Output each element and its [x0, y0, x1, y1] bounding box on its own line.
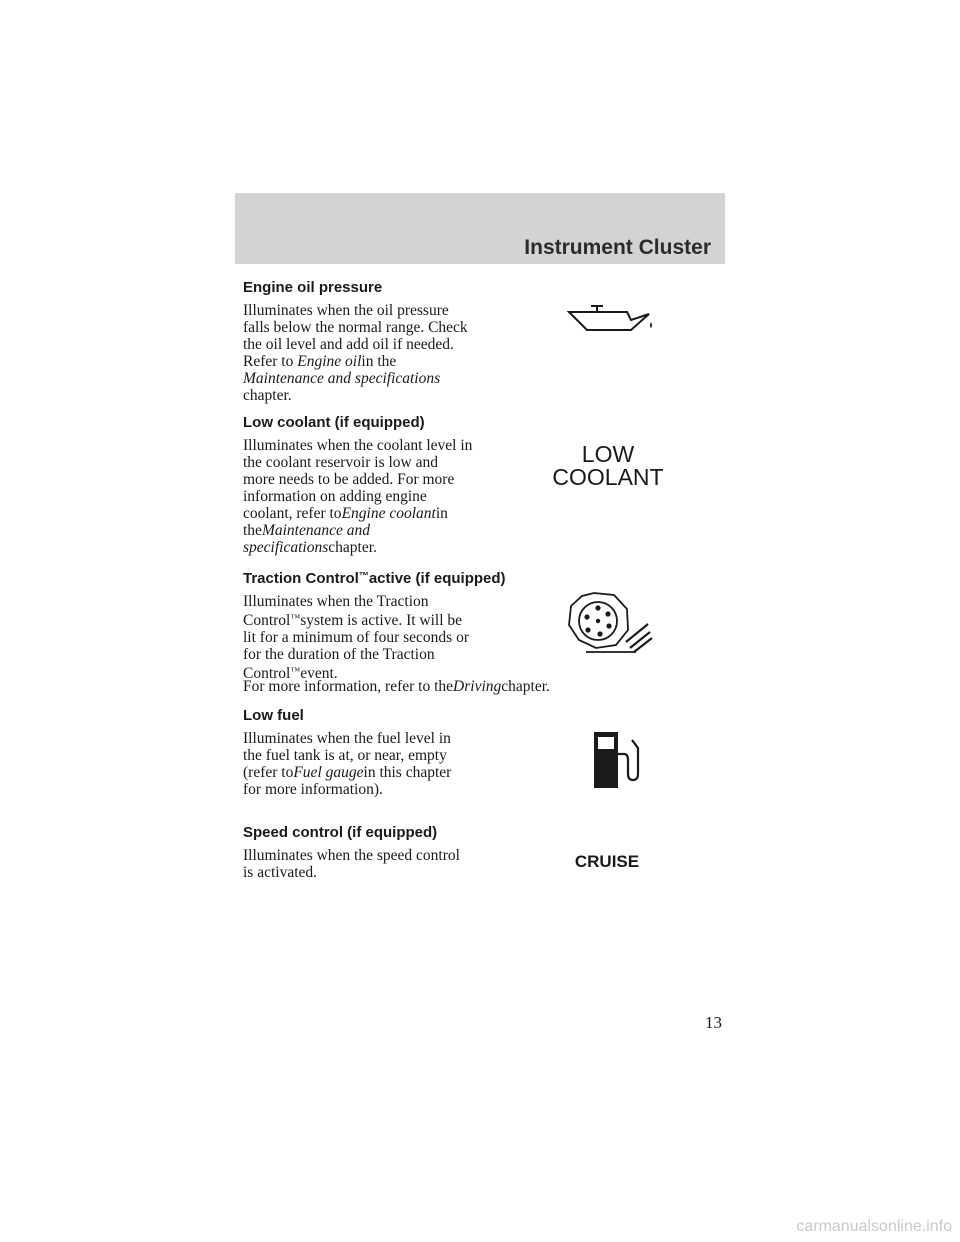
text-line: for the duration of the Traction: [243, 646, 435, 663]
traction-more-info: For more information, refer to theDrivingchapter.: [243, 678, 550, 695]
section-low-fuel: [243, 707, 493, 798]
text-line: Illuminates when the speed control: [243, 847, 460, 864]
text-line: Control™event.: [243, 665, 338, 682]
text-line: lit for a minimum of four seconds or: [243, 629, 469, 646]
text-line: Illuminates when the oil pressure: [243, 302, 449, 319]
low-coolant-icon: LOW COOLANT: [552, 441, 664, 490]
body-traction-control: [243, 593, 543, 682]
text-line: chapter.: [243, 387, 292, 404]
text-line: information on adding engine: [243, 488, 427, 505]
body-speed-control: [243, 847, 493, 881]
body-low-coolant: [243, 437, 493, 556]
section-traction-control: [243, 568, 543, 682]
text-line: the fuel tank is at, or near, empty: [243, 747, 447, 764]
cruise-icon: CRUISE: [574, 852, 640, 871]
text-line: is activated.: [243, 864, 318, 881]
section-engine-oil-pressure: [243, 279, 493, 404]
text-line: Refer to Engine oilin the: [243, 353, 397, 370]
section-low-coolant: [243, 414, 493, 556]
body-engine-oil-pressure: [243, 302, 493, 404]
text-line: the coolant reservoir is low and: [243, 454, 438, 471]
text-line: the oil level and add oil if needed.: [243, 336, 454, 353]
traction-control-icon: [564, 590, 654, 662]
text-line: falls below the normal range. Check: [243, 319, 468, 336]
page-number: 13: [705, 1013, 722, 1032]
section-title: Instrument Cluster: [524, 236, 711, 259]
text-line: Illuminates when the coolant level in: [243, 437, 473, 454]
heading-low-fuel: Low fuel: [243, 707, 304, 724]
text-line: (refer toFuel gaugein this chapter: [243, 764, 452, 781]
watermark: carmanualsonline.info: [796, 1218, 952, 1235]
text-line: Control™system is active. It will be: [243, 612, 463, 629]
text-line: Illuminates when the Traction: [243, 593, 429, 610]
oil-can-icon: [565, 300, 661, 340]
text-line: Illuminates when the fuel level in: [243, 730, 451, 747]
text-line: coolant, refer toEngine coolantin: [243, 505, 448, 522]
fuel-pump-icon: [588, 730, 644, 790]
text-line: Maintenance and specifications: [243, 370, 441, 387]
section-speed-control: [243, 824, 493, 881]
text-line: more needs to be added. For more: [243, 471, 455, 488]
text-line: specificationschapter.: [243, 539, 377, 556]
heading-low-coolant: Low coolant (if equipped): [243, 414, 425, 431]
header-band: [235, 193, 725, 264]
text-line: for more information).: [243, 781, 383, 798]
body-low-fuel: [243, 730, 493, 798]
text-line: theMaintenance and: [243, 522, 370, 539]
heading-speed-control: Speed control (if equipped): [243, 824, 438, 841]
heading-engine-oil-pressure: Engine oil pressure: [243, 279, 383, 296]
heading-traction-control: Traction Control™active (if equipped): [243, 570, 506, 587]
